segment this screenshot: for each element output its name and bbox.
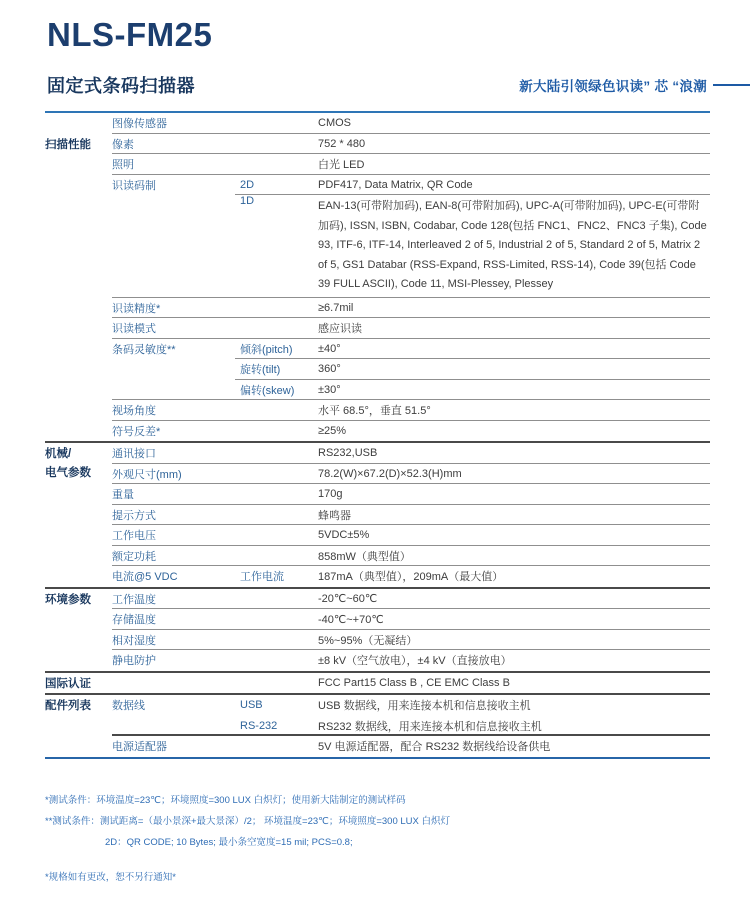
- spec-row: [112, 695, 710, 716]
- spec-row: [112, 650, 710, 671]
- spec-attr-label: 工作温度: [112, 593, 156, 606]
- spec-value: ±40°: [318, 342, 341, 355]
- footnote-test-conditions-2: **测试条件：测试距离=（最小景深+最大景深）/2； 环境温度=23℃；环境照度=300 LUX 白炽灯: [45, 816, 450, 827]
- spec-value: 感应识读: [318, 323, 362, 336]
- section-accessories: [45, 693, 710, 757]
- spec-attr-label: 识读精度*: [112, 302, 161, 315]
- spec-value: 187mA（典型值），209mA（最大值）: [318, 571, 504, 584]
- spec-value: ≥25%: [318, 424, 347, 437]
- section-certifications: [45, 671, 710, 694]
- spec-row: [112, 484, 710, 505]
- spec-sub-label: 1D: [240, 195, 255, 207]
- tagline-wrap: [519, 75, 750, 95]
- footnote-test-conditions-2d: 2D：QR CODE; 10 Bytes; 最小条空宽度=15 mil; PCS=0.8;: [105, 837, 353, 848]
- spec-row: [112, 400, 710, 421]
- spec-row: [112, 546, 710, 567]
- spec-attr-label: 符号反差*: [112, 425, 161, 438]
- spec-value: -40℃~+70℃: [318, 613, 384, 626]
- page-title: NLS-FM25: [47, 16, 213, 53]
- spec-attr-label: 静电防护: [112, 655, 156, 668]
- spec-value: 752 * 480: [318, 137, 366, 150]
- spec-row: [112, 589, 710, 610]
- spec-row: [112, 339, 710, 360]
- spec-value: 5V 电源适配器，配合 RS232 数据线给设备供电: [318, 741, 551, 754]
- spec-value: 白光 LED: [318, 159, 365, 172]
- section-mechanical-electrical: [45, 441, 710, 587]
- section-label-line: 电气参数: [45, 467, 91, 479]
- brand-tagline: 新大陆引领绿色识读” 芯 “浪潮: [519, 79, 707, 94]
- spec-row: [112, 359, 710, 380]
- product-subtitle: 固定式条码扫描器: [47, 76, 195, 96]
- spec-sub-label: 偏转(skew): [240, 384, 295, 397]
- section-scan-performance: [45, 113, 710, 441]
- spec-value: 78.2(W)×67.2(D)×52.3(H)mm: [318, 467, 462, 480]
- section-label-accessories: 配件列表: [45, 700, 91, 712]
- spec-attr-label: 外观尺寸(mm): [112, 468, 182, 481]
- spec-sub-label: USB: [240, 699, 263, 712]
- spec-value: 蜂鸣器: [318, 509, 351, 522]
- spec-row: [112, 525, 710, 546]
- spec-attr-label: 电流@5 VDC: [112, 571, 178, 584]
- section-label-mechanical-electrical: [45, 445, 110, 483]
- spec-attr-label: 重量: [112, 489, 134, 502]
- section-label-environment: 环境参数: [45, 593, 91, 606]
- spec-attr-label: 图像传感器: [112, 118, 167, 131]
- spec-value: 858mW（典型值）: [318, 550, 411, 563]
- spec-row: [112, 630, 710, 651]
- tagline-dash-rule: [713, 84, 750, 86]
- spec-row: [112, 134, 710, 155]
- spec-attr-label: 条码灵敏度**: [112, 343, 176, 356]
- section-environment: [45, 587, 710, 671]
- spec-row: [112, 716, 710, 737]
- section-label-line: 机械/: [45, 448, 72, 460]
- spec-row: [112, 609, 710, 630]
- spec-row: [112, 113, 710, 134]
- spec-row: [112, 318, 710, 339]
- spec-row: [112, 443, 710, 464]
- spec-attr-label: 像素: [112, 138, 134, 151]
- spec-attr-label: 提示方式: [112, 509, 156, 522]
- spec-sub-label: 2D: [240, 178, 255, 191]
- spec-row: [112, 464, 710, 485]
- spec-value: 170g: [318, 488, 343, 501]
- spec-sub-label: 倾斜(pitch): [240, 343, 293, 356]
- spec-value: ±30°: [318, 383, 341, 396]
- spec-value: 水平 68.5°，垂直 51.5°: [318, 405, 431, 418]
- spec-row: [112, 154, 710, 175]
- spec-row: [112, 298, 710, 319]
- spec-row: [112, 673, 710, 694]
- subtitle-row: [47, 72, 750, 98]
- spec-row: [112, 566, 710, 587]
- spec-attr-label: 视场角度: [112, 405, 156, 418]
- spec-value: RS232,USB: [318, 447, 378, 460]
- spec-attr-label: 相对湿度: [112, 634, 156, 647]
- spec-attr-label: 数据线: [112, 700, 145, 713]
- spec-attr-label: 工作电压: [112, 530, 156, 543]
- spec-attr-label: 照明: [112, 159, 134, 172]
- spec-attr-label: 电源适配器: [112, 741, 167, 754]
- spec-value: RS232 数据线，用来连接本机和信息接收主机: [318, 720, 542, 733]
- spec-value: 5VDC±5%: [318, 529, 370, 542]
- spec-attr-label: 识读码制: [112, 179, 156, 192]
- spec-value: 360°: [318, 363, 341, 376]
- spec-value: EAN-13(可带附加码), EAN-8(可带附加码), UPC-A(可带附加码), UPC-E(可带附加码), ISSN, ISBN, Codabar, Code 128(包括 FNC1、FNC2、FNC3 子集), Code 93, ITF-6, ITF-14, Interleaved 2 of 5, Industrial 2 of 5, Standard 2 of 5, Matrix 2 of 5, GS1 Databar (RSS-Expand, RSS-Limited, RSS-14), Code 39(包括 Code 39 FULL ASCII), Code 11, MSI-Plessey, Plessey: [318, 200, 707, 290]
- spec-value: PDF417, Data Matrix, QR Code: [318, 178, 473, 191]
- spec-attr-label: 通讯接口: [112, 448, 156, 461]
- section-label-certifications: 国际认证: [45, 677, 91, 690]
- spec-row: [112, 195, 710, 298]
- spec-value: ≥6.7mil: [318, 301, 354, 314]
- spec-row: [112, 175, 710, 196]
- section-label-scan-performance: 扫描性能: [45, 139, 91, 151]
- footnotes: [45, 790, 720, 888]
- spec-attr-label: 额定功耗: [112, 550, 156, 563]
- footnote-spec-change-notice: *规格如有更改，恕不另行通知*: [45, 872, 176, 883]
- spec-attr-label: 识读模式: [112, 323, 156, 336]
- footnote-test-conditions-1: *测试条件：环境温度=23℃；环境照度=300 LUX 白炽灯；使用新大陆制定的测试样码: [45, 795, 406, 806]
- spec-row: [112, 505, 710, 526]
- spec-value: ±8 kV（空气放电），±4 kV（直接放电）: [318, 655, 512, 668]
- spec-attr-label: 存储温度: [112, 614, 156, 627]
- spec-value: 5%~95%（无凝结）: [318, 634, 418, 647]
- spec-sub-label: RS-232: [240, 719, 278, 732]
- spec-table: [45, 111, 710, 759]
- spec-sub-label: 工作电流: [240, 571, 284, 584]
- spec-row: [112, 421, 710, 442]
- spec-value: -20℃~60℃: [318, 593, 378, 606]
- spec-value: FCC Part15 Class B , CE EMC Class B: [318, 676, 510, 689]
- spec-value: USB 数据线，用来连接本机和信息接收主机: [318, 700, 531, 713]
- spec-row: [112, 736, 710, 757]
- spec-row: [112, 380, 710, 401]
- spec-value: CMOS: [318, 117, 351, 130]
- spec-sub-label: 旋转(tilt): [240, 364, 281, 377]
